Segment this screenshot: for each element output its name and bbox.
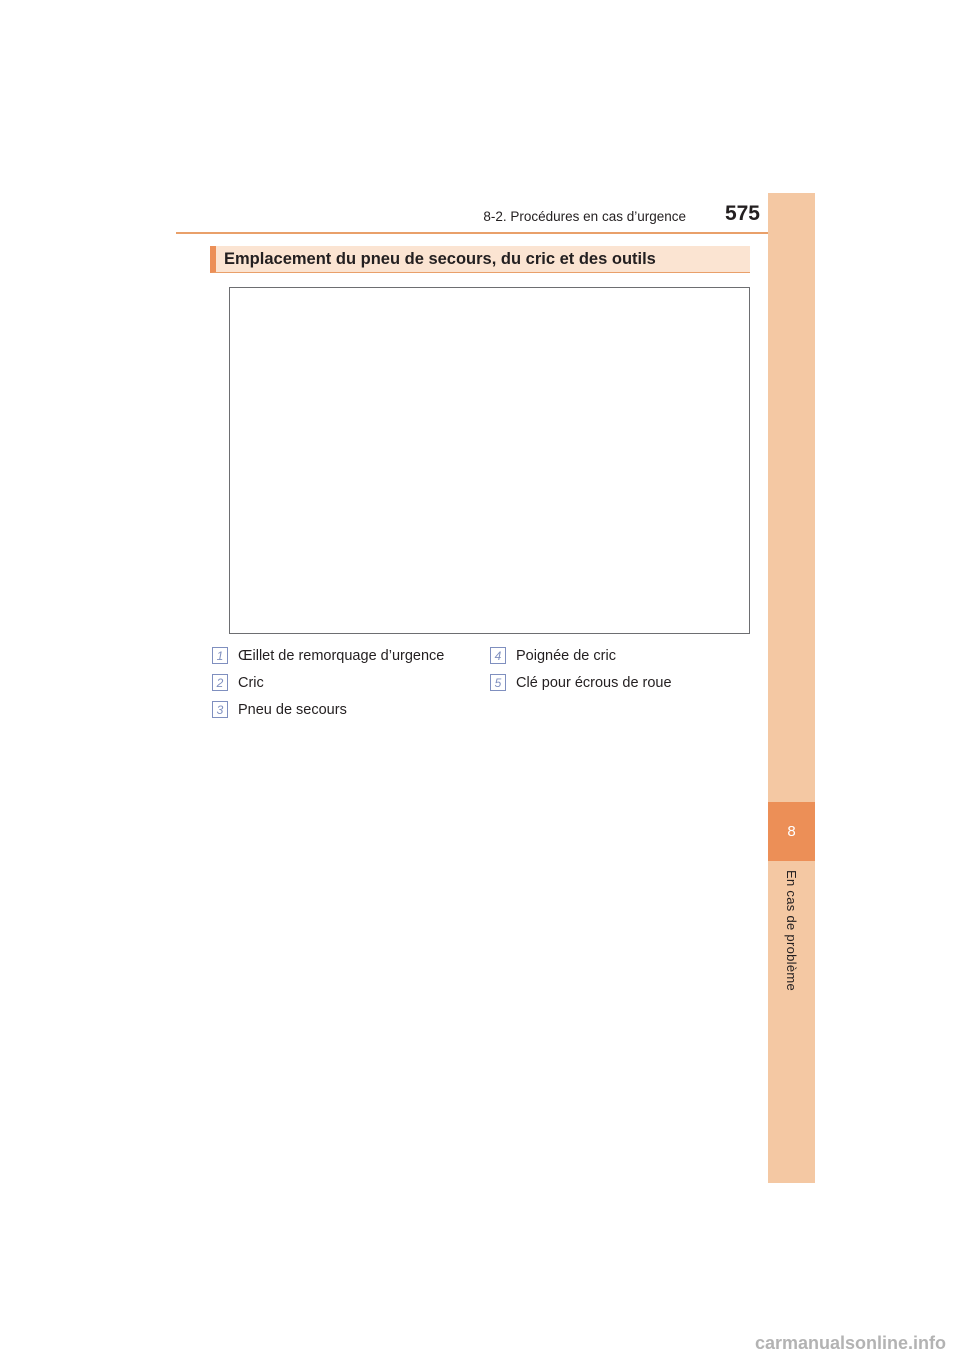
section-heading-text: Emplacement du pneu de secours, du cric et des outils: [224, 249, 656, 268]
legend-label: Poignée de cric: [516, 647, 616, 664]
legend-number-badge: 1: [212, 647, 228, 664]
header-divider: [176, 232, 815, 234]
legend-label: Cric: [238, 674, 264, 691]
chapter-title: En cas de problème: [784, 870, 799, 992]
legend-label: Pneu de secours: [238, 701, 347, 718]
legend-number-badge: 3: [212, 701, 228, 718]
legend-number-badge: 5: [490, 674, 506, 691]
page-number: 575: [724, 202, 760, 225]
legend-item-2: [212, 674, 264, 691]
section-heading: [210, 246, 750, 273]
legend-item-3: [212, 701, 347, 718]
legend-number-badge: 4: [490, 647, 506, 664]
legend-item-1: [212, 647, 444, 664]
running-header-section: 8-2. Procédures en cas d’urgence: [483, 209, 686, 224]
legend-label: Œillet de remorquage d’urgence: [238, 647, 445, 664]
chapter-title-vertical: [768, 870, 815, 1070]
illustration-frame: [229, 287, 750, 634]
chapter-number-box[interactable]: [768, 802, 815, 861]
chapter-number: 8: [787, 823, 796, 840]
legend-item-5: [490, 674, 672, 691]
legend-label: Clé pour écrous de roue: [516, 674, 672, 691]
legend-number-badge: 2: [212, 674, 228, 691]
legend-item-4: [490, 647, 616, 664]
watermark: carmanualsonline.info: [754, 1333, 946, 1353]
